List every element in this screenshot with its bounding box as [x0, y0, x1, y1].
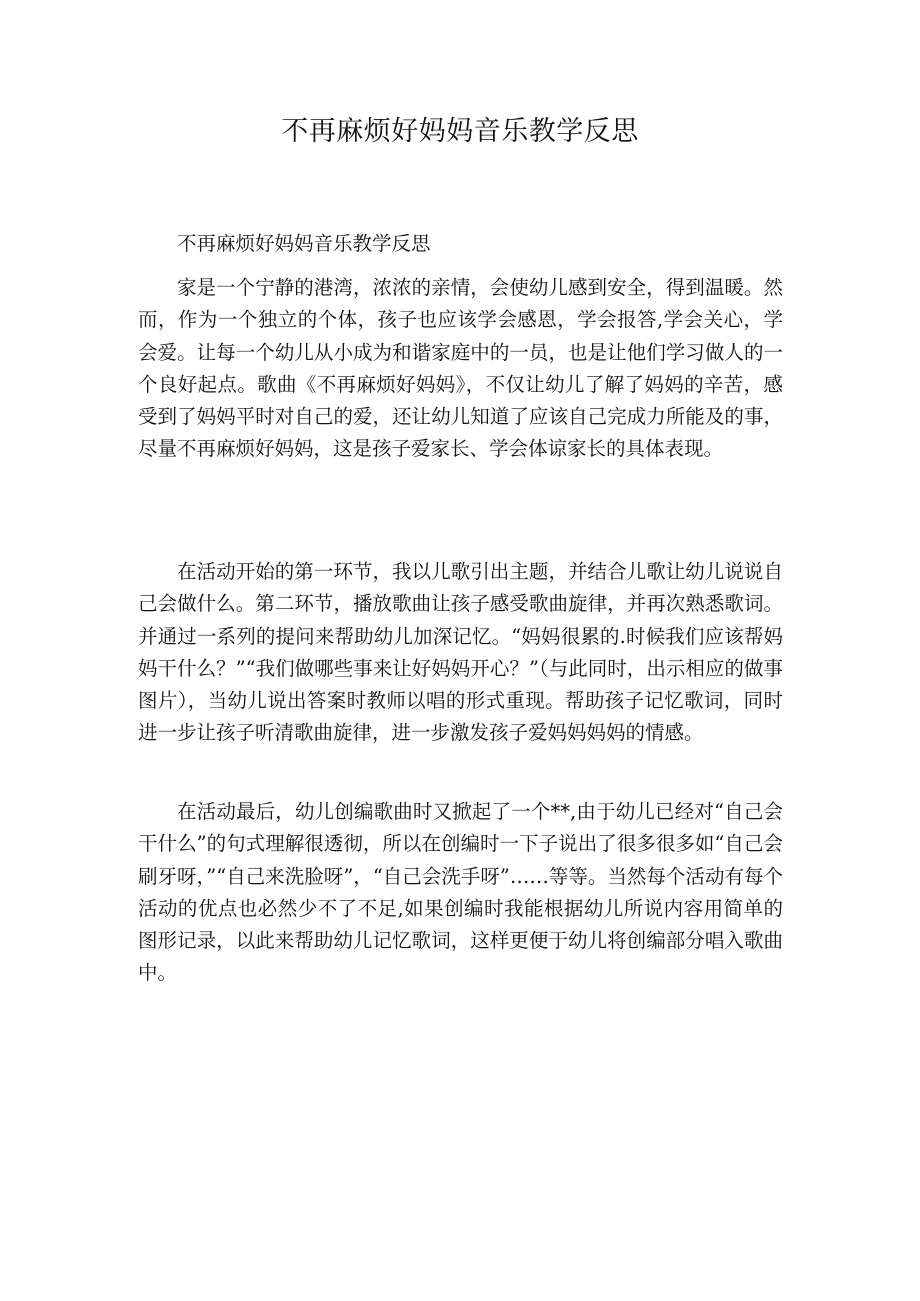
paragraph-1: 家是一个宁静的港湾，浓浓的亲情，会使幼儿感到安全，得到温暖。然而，作为一个独立的个体，孩子也应该学会感恩，学会报答,学会关心，学会爱。让每一个幼儿从小成为和谐家庭中的一员，也是让他们学习做人的一个良好起点。歌曲《不再麻烦好妈妈》，不仅让幼儿了解了妈妈的辛苦，感受到了妈妈平时对自己的爱，还让幼儿知道了应该自己完成力所能及的事，尽量不再麻烦好妈妈，这是孩子爱家长、学会体谅家长的具体表现。: [138, 276, 783, 461]
paragraph-2: 在活动开始的第一环节，我以儿歌引出主题，并结合儿歌让幼儿说说自己会做什么。第二环节，播放歌曲让孩子感受歌曲旋律，并再次熟悉歌词。并通过一系列的提问来帮助幼儿加深记忆。“妈妈很累的.时候我们应该帮妈妈干什么？”“我们做哪些事来让好妈妈开心？”（与此同时，出示相应的做事图片），当幼儿说出答案时教师以唱的形式重现。帮助孩子记忆歌词，同时进一步让孩子听清歌曲旋律，进一步激发孩子爱妈妈妈妈的情感。: [138, 560, 783, 745]
paragraph-3: 在活动最后，幼儿创编歌曲时又掀起了一个**,由于幼儿已经对“自己会干什么”的句式理解很透彻，所以在创编时一下子说出了很多很多如“自己会刷牙呀，”“自己来洗脸呀”，“自己会洗手呀”……等等。当然每个活动有每个活动的优点也必然少不了不足,如果创编时我能根据幼儿所说内容用简单的图形记录，以此来帮助幼儿记忆歌词，这样更便于幼儿将创编部分唱入歌曲中。: [138, 800, 783, 985]
document-subtitle: 不再麻烦好妈妈音乐教学反思: [177, 232, 431, 255]
document-title: 不再麻烦好妈妈音乐教学反思: [281, 116, 639, 147]
